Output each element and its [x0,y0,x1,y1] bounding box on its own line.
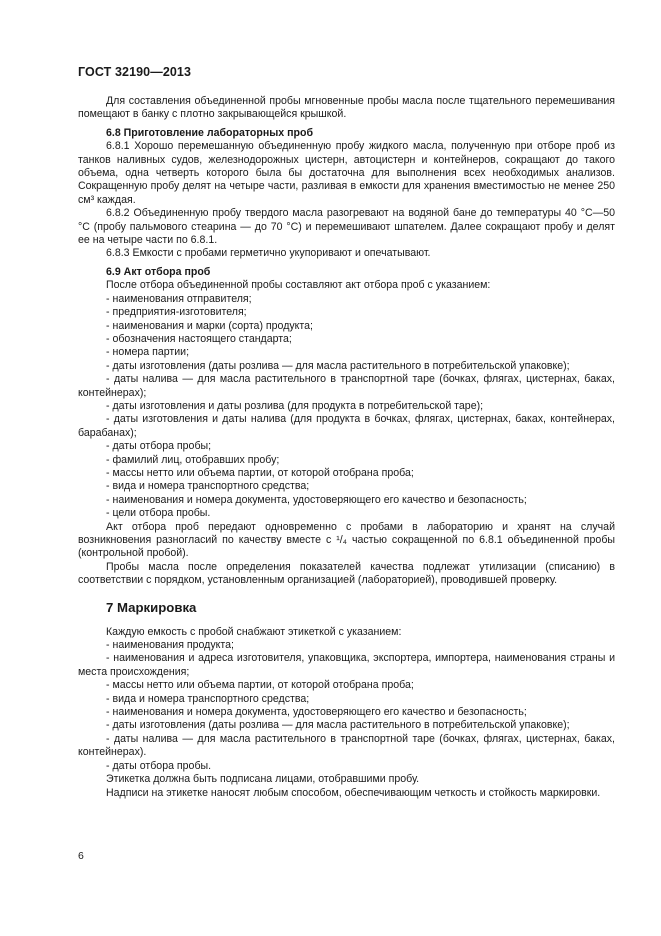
paragraph-6-8-1: 6.8.1 Хорошо перемешанную объединенную пробу жидкого масла, полученную при отборе проб из танков наливных судов, железнодорожных цистерн, автоцистерн и контейнеров, сокращают до такого объема, одна четверть которого была бы достаточна для выполнения всех необходимых анализов. Сокращенную пробу делят на четыре части, разливая в емкости для хранения вместимостью не менее 250 см³ каждая. [78,140,615,206]
section-6-9-title: 6.9 Акт отбора проб [106,265,211,278]
list-item: - наименования и марки (сорта) продукта; [106,319,313,332]
list-item: - обозначения настоящего стандарта; [106,332,292,345]
list-item: - наименования отправителя; [106,292,252,305]
list-item: - даты изготовления (даты розлива — для масла растительного в потребительской упаковке); [106,719,570,732]
list-item: - даты изготовления и даты налива (для продукта в бочках, флягах, цистернах, баках, контейнерах, барабанах); [78,413,615,439]
list-item: - вида и номера транспортного средства; [106,480,310,493]
list-item: - предприятия-изготовителя; [106,306,247,319]
list-item: - даты отбора пробы; [106,440,212,453]
label-signature-paragraph: Этикетка должна быть подписана лицами, отобравшими пробу. [106,773,420,786]
page-body [78,95,615,800]
list-item: - даты изготовления и даты розлива (для продукта в потребительской таре); [106,399,484,412]
standard-header: ГОСТ 32190—2013 [78,65,192,79]
list-item: - наименования и номера документа, удостоверяющего его качество и безопасность; [106,706,527,719]
list-item: - вида и номера транспортного средства; [106,692,310,705]
section-6-8-title: 6.8 Приготовление лабораторных проб [106,126,314,139]
list-item: - номера партии; [106,346,190,359]
list-item: - даты изготовления (даты розлива — для масла растительного в потребительской упаковке); [106,359,570,372]
list-item: - массы нетто или объема партии, от которой отобрана проба; [106,466,414,479]
list-item: - фамилий лиц, отобравших пробу; [106,453,280,466]
act-lead-paragraph: После отбора объединенной пробы составляют акт отбора проб с указанием: [106,279,491,292]
paragraph-6-8-3: 6.8.3 Емкости с пробами герметично укупоривают и опечатывают. [106,247,431,260]
page-number: 6 [78,850,84,862]
utilization-paragraph: Пробы масла после определения показателей качества подлежат утилизации (списанию) в соответствии с порядком, установленным организацией (лабораторией), проводившей проверку. [78,560,615,587]
list-item: - наименования продукта; [106,639,234,652]
list-item: - даты налива — для масла растительного в транспортной таре (бочках, флягах, цистернах, баках, контейнерах). [78,732,615,759]
paragraph-6-8-2: 6.8.2 Объединенную пробу твердого масла разогревают на водяной бане до температуры 40 °С—50 °С (пробу пальмового стеарина — до 70 °С) и перемешивают шпателем. Далее сокращают пробу и делят ее на четыре части по 6.8.1. [78,207,615,247]
list-item: - цели отбора пробы. [106,507,211,520]
intro-paragraph: Для составления объединенной пробы мгновенные пробы масла после тщательного перемешивания помещают в банку с плотно закрывающейся крышкой. [78,95,615,121]
label-marking-paragraph: Надписи на этикетке наносят любым способом, обеспечивающим четкость и стойкость маркировки. [106,786,601,799]
list-item: - наименования и номера документа, удостоверяющего его качество и безопасность; [106,493,527,506]
list-item: - даты отбора пробы. [106,759,212,772]
list-item: - наименования и адреса изготовителя, упаковщика, экспортера, импортера, наименования страны и места происхождения; [78,652,615,678]
marking-lead-paragraph: Каждую емкость с пробой снабжают этикеткой с указанием: [106,625,402,638]
list-item: - массы нетто или объема партии, от которой отобрана проба; [106,679,414,692]
section-7-title: 7 Маркировка [106,599,197,615]
list-item: - даты налива — для масла растительного в транспортной таре (бочках, флягах, цистернах, баках, контейнерах); [78,373,615,399]
act-transfer-paragraph: Акт отбора проб передают одновременно с пробами в лабораторию и хранят на случай возникновения разногласий по качеству вместе с ¹/₄ частью сокращенной по 6.8.1 объединенной пробы (контрольной пробой). [78,520,615,560]
